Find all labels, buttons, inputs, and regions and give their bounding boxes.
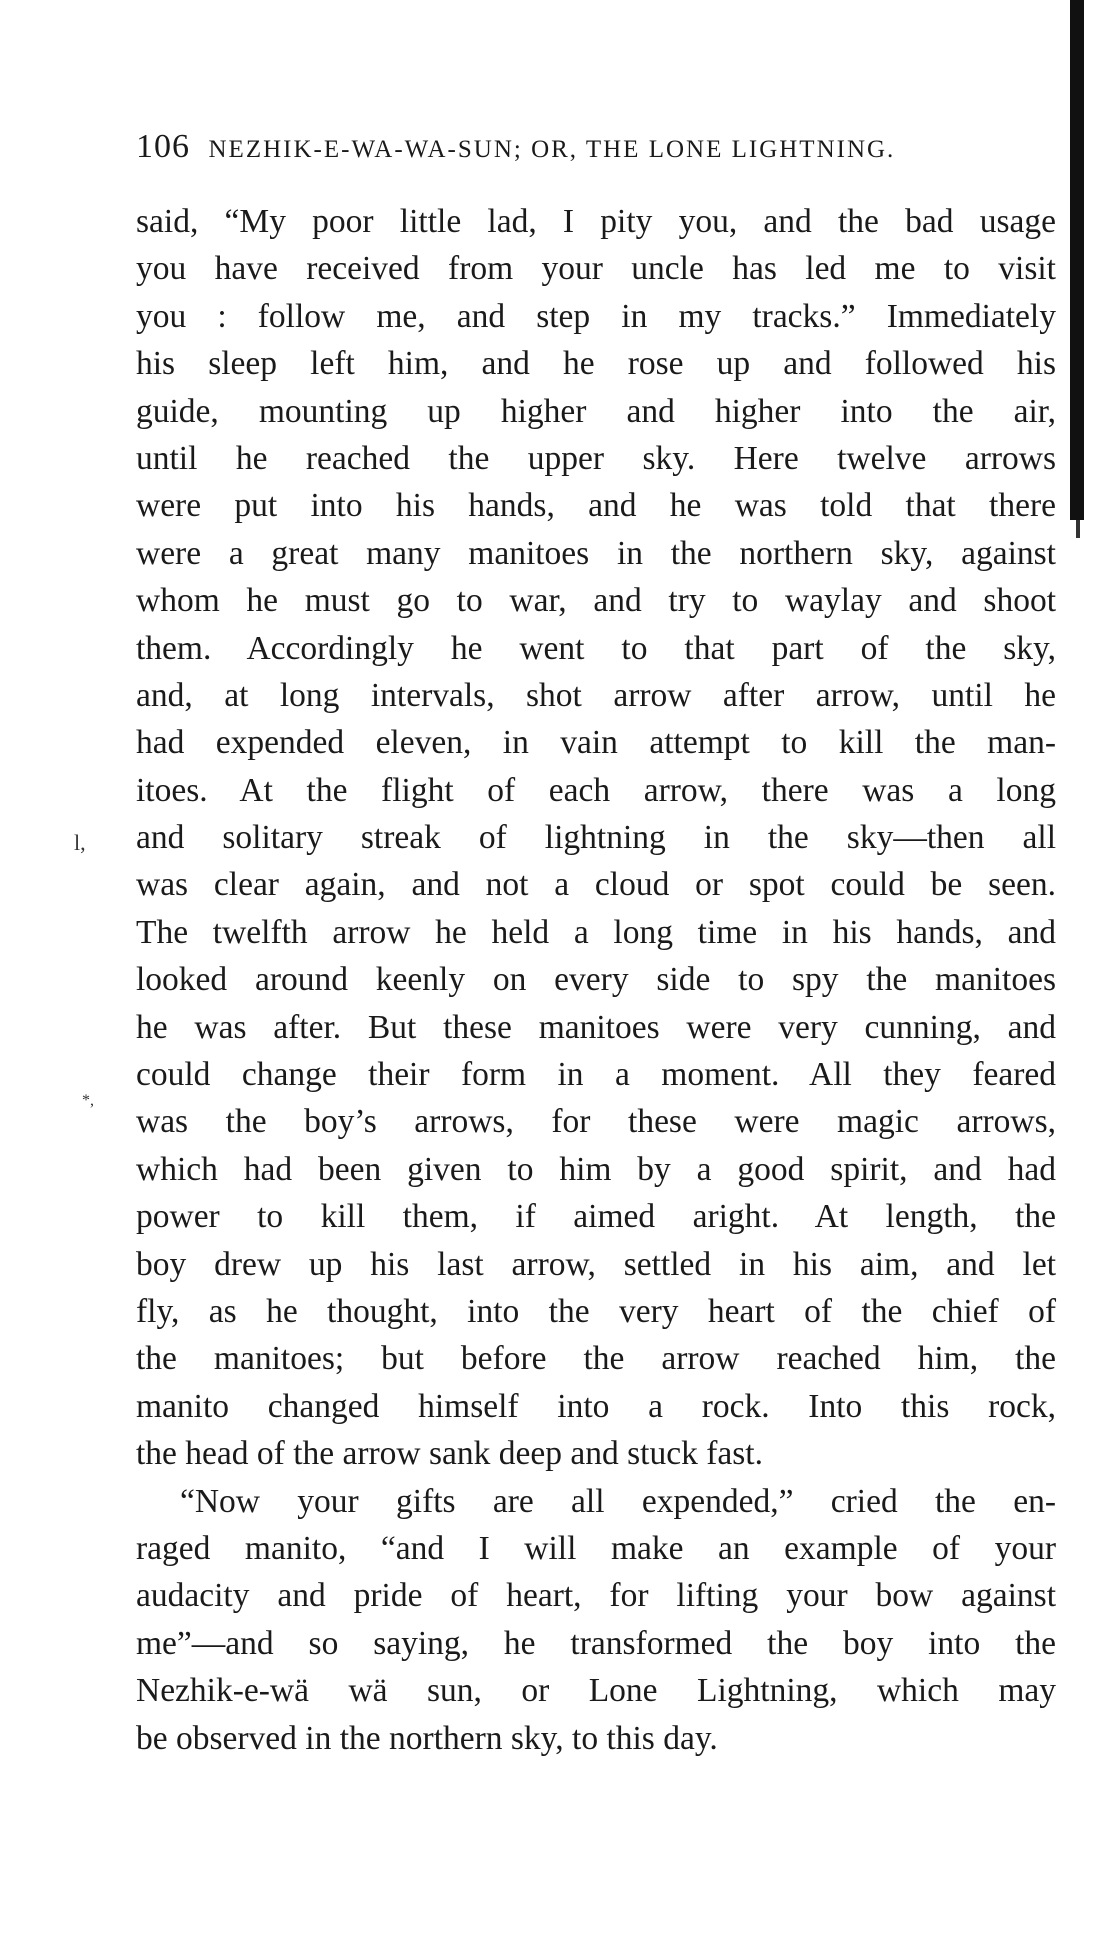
text-line: raged manito, “and I will make an example of your	[136, 1529, 1056, 1567]
text-line: you have received from your uncle has led me to visit	[136, 250, 1056, 288]
text-line: fly, as he thought, into the very heart of the chief of	[136, 1292, 1056, 1330]
body-text	[136, 198, 1056, 1762]
text-line: itoes. At the flight of each arrow, there was a long	[136, 771, 1056, 809]
text-line: audacity and pride of heart, for lifting your bow against	[136, 1577, 1056, 1615]
paragraph	[136, 198, 1056, 1478]
text-line: were put into his hands, and he was told that there	[136, 487, 1056, 525]
text-line: you : follow me, and step in my tracks.” Immediately	[136, 297, 1056, 335]
text-line: until he reached the upper sky. Here twelve arrows	[136, 439, 1056, 477]
margin-mark: l,	[74, 830, 86, 855]
page-edge-shadow	[1070, 0, 1084, 520]
running-title: NEZHIK-E-WA-WA-SUN; OR, THE LONE LIGHTNING.	[208, 136, 896, 163]
text-line: his sleep left him, and he rose up and followed his	[136, 345, 1056, 383]
text-line: “Now your gifts are all expended,” cried the en-	[180, 1482, 1056, 1520]
text-line: guide, mounting up higher and higher into the air,	[136, 392, 1056, 430]
text-line: the head of the arrow sank deep and stuck fast.	[136, 1435, 763, 1473]
text-line: and, at long intervals, shot arrow after arrow, until he	[136, 676, 1056, 714]
text-line: me”—and so saying, he transformed the boy into the	[136, 1624, 1056, 1662]
page-number: 106	[136, 128, 190, 165]
text-line: whom he must go to war, and try to waylay and shoot	[136, 582, 1056, 620]
text-line: Nezhik-e-wä wä sun, or Lone Lightning, which may	[136, 1672, 1056, 1710]
text-line: looked around keenly on every side to spy the manitoes	[136, 961, 1056, 999]
text-line: was clear again, and not a cloud or spot could be seen.	[136, 866, 1056, 904]
text-line: had expended eleven, in vain attempt to kill the man-	[136, 724, 1056, 762]
text-line: and solitary streak of lightning in the sky—then all	[136, 819, 1056, 857]
text-line: were a great many manitoes in the northern sky, against	[136, 534, 1056, 572]
text-line: manito changed himself into a rock. Into this rock,	[136, 1387, 1056, 1425]
text-line: which had been given to him by a good spirit, and had	[136, 1150, 1056, 1188]
running-header	[136, 128, 1056, 166]
text-line: could change their form in a moment. All they feared	[136, 1056, 1056, 1094]
text-line: boy drew up his last arrow, settled in his aim, and let	[136, 1245, 1056, 1283]
text-line: said, “My poor little lad, I pity you, and the bad usage	[136, 203, 1056, 240]
text-line: power to kill them, if aimed aright. At length, the	[136, 1198, 1056, 1236]
margin-mark: *,	[82, 1092, 94, 1109]
text-line: he was after. But these manitoes were very cunning, and	[136, 1008, 1056, 1046]
page-edge-mark	[1076, 520, 1080, 538]
text-line: The twelfth arrow he held a long time in his hands, and	[136, 913, 1056, 951]
text-line: the manitoes; but before the arrow reached him, the	[136, 1340, 1056, 1378]
paragraph	[136, 1478, 1056, 1762]
text-line: them. Accordingly he went to that part of the sky,	[136, 629, 1056, 667]
text-line: was the boy’s arrows, for these were magic arrows,	[136, 1103, 1056, 1141]
text-line: be observed in the northern sky, to this day.	[136, 1719, 718, 1757]
